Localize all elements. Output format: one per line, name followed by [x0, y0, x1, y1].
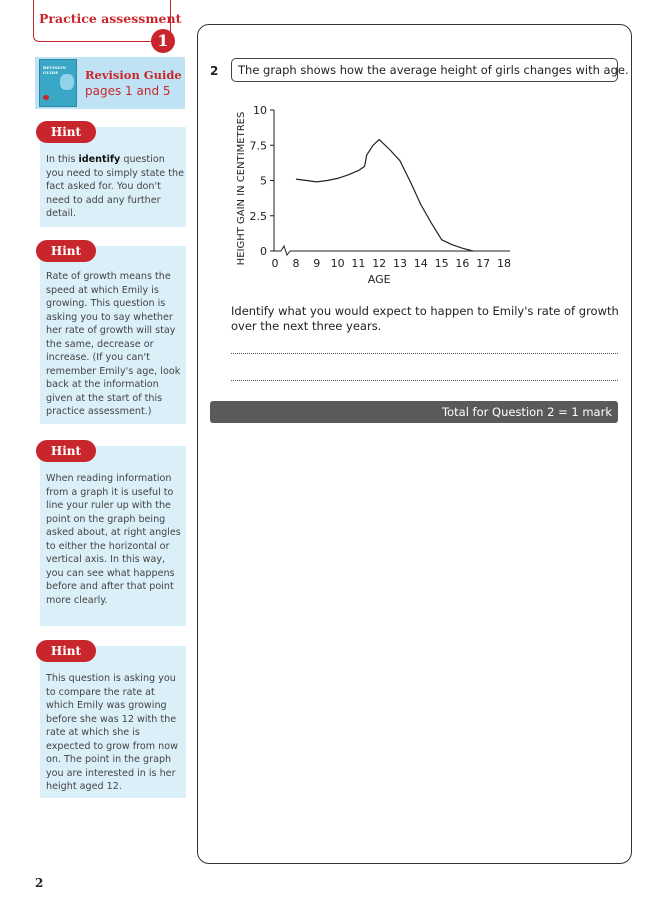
revision-guide-box — [35, 57, 185, 109]
y-tick-label: 10 — [253, 104, 267, 117]
cover-title: REVISION GUIDE — [43, 65, 67, 75]
practice-assessment-title: Practice assessment — [39, 11, 182, 26]
revision-guide-cover-icon — [39, 59, 77, 107]
x-axis-break — [281, 246, 290, 255]
question-number: 2 — [210, 64, 219, 78]
x-tick-label: 9 — [313, 257, 321, 270]
hint-text: When reading information from a graph it is useful to line your ruler up with the point on the graph being asked about, at right angles to either the horizontal or vertical axis. In this way, you can see what happens before and after that point more clearly. — [46, 473, 181, 606]
page-number: 2 — [35, 876, 44, 890]
x-tick-label: 8 — [292, 257, 300, 270]
x-tick-label: 16 — [455, 257, 470, 270]
hint-box-1 — [40, 127, 186, 227]
hint-box-2 — [40, 246, 186, 424]
y-axis-label: HEIGHT GAIN IN CENTIMETRES — [236, 111, 247, 266]
hint-text: This question is asking you to compare the rate at which Emily was growing before she was 12 with the rate at which she is expected to grow from now on. The point in the graph you are interested in is her height aged 12. — [46, 673, 178, 792]
y-tick-label: 2.5 — [249, 209, 267, 223]
x-tick-label: 11 — [351, 257, 366, 270]
y-tick-label: 5 — [260, 174, 267, 188]
x-tick-label: 18 — [497, 257, 511, 270]
height-gain-line — [296, 140, 473, 251]
hint-box-4 — [40, 646, 186, 798]
x-axis-label: AGE — [367, 273, 391, 286]
total-marks-bar: Total for Question 2 = 1 mark — [210, 401, 618, 423]
x-tick-label: 13 — [393, 257, 407, 270]
question-prompt: Identify what you would expect to happen to Emily's rate of growth over the next three years. — [231, 304, 619, 333]
x-tick-label: 0 — [271, 257, 279, 270]
revision-guide-pages: pages 1 and 5 — [85, 84, 171, 98]
hint-label: Hint — [36, 240, 96, 262]
y-tick-label: 0 — [260, 245, 267, 258]
x-tick-label: 12 — [372, 257, 387, 270]
x-tick-label: 10 — [330, 257, 345, 270]
hint-text: Rate of growth means the speed at which Emily is growing. This question is asking you to say whether her rate of growth will stay the same, decrease or increase. (If you can't remember Emily's age, look back at the information given at the start of this practice assessment.) — [46, 271, 181, 417]
hint-text: In this identify question you need to simply state the fact asked for. You don't need to add any further detail. — [46, 154, 184, 219]
x-tick-label: 15 — [434, 257, 449, 270]
y-tick-label: 7.5 — [249, 139, 267, 153]
hint-box-3 — [40, 446, 186, 626]
answer-line-2[interactable] — [231, 380, 618, 381]
revision-guide-title: Revision Guide — [85, 68, 182, 82]
hint-label: Hint — [36, 440, 96, 462]
x-tick-label: 14 — [413, 257, 428, 270]
hint-label: Hint — [36, 640, 96, 662]
assessment-number-badge: 1 — [151, 29, 175, 53]
hint-label: Hint — [36, 121, 96, 143]
height-gain-chart — [228, 98, 518, 288]
x-tick-label: 17 — [476, 257, 491, 270]
answer-line-1[interactable] — [231, 353, 618, 354]
question-stem: The graph shows how the average height of girls changes with age. — [231, 58, 618, 82]
practice-assessment-tab — [33, 0, 182, 42]
